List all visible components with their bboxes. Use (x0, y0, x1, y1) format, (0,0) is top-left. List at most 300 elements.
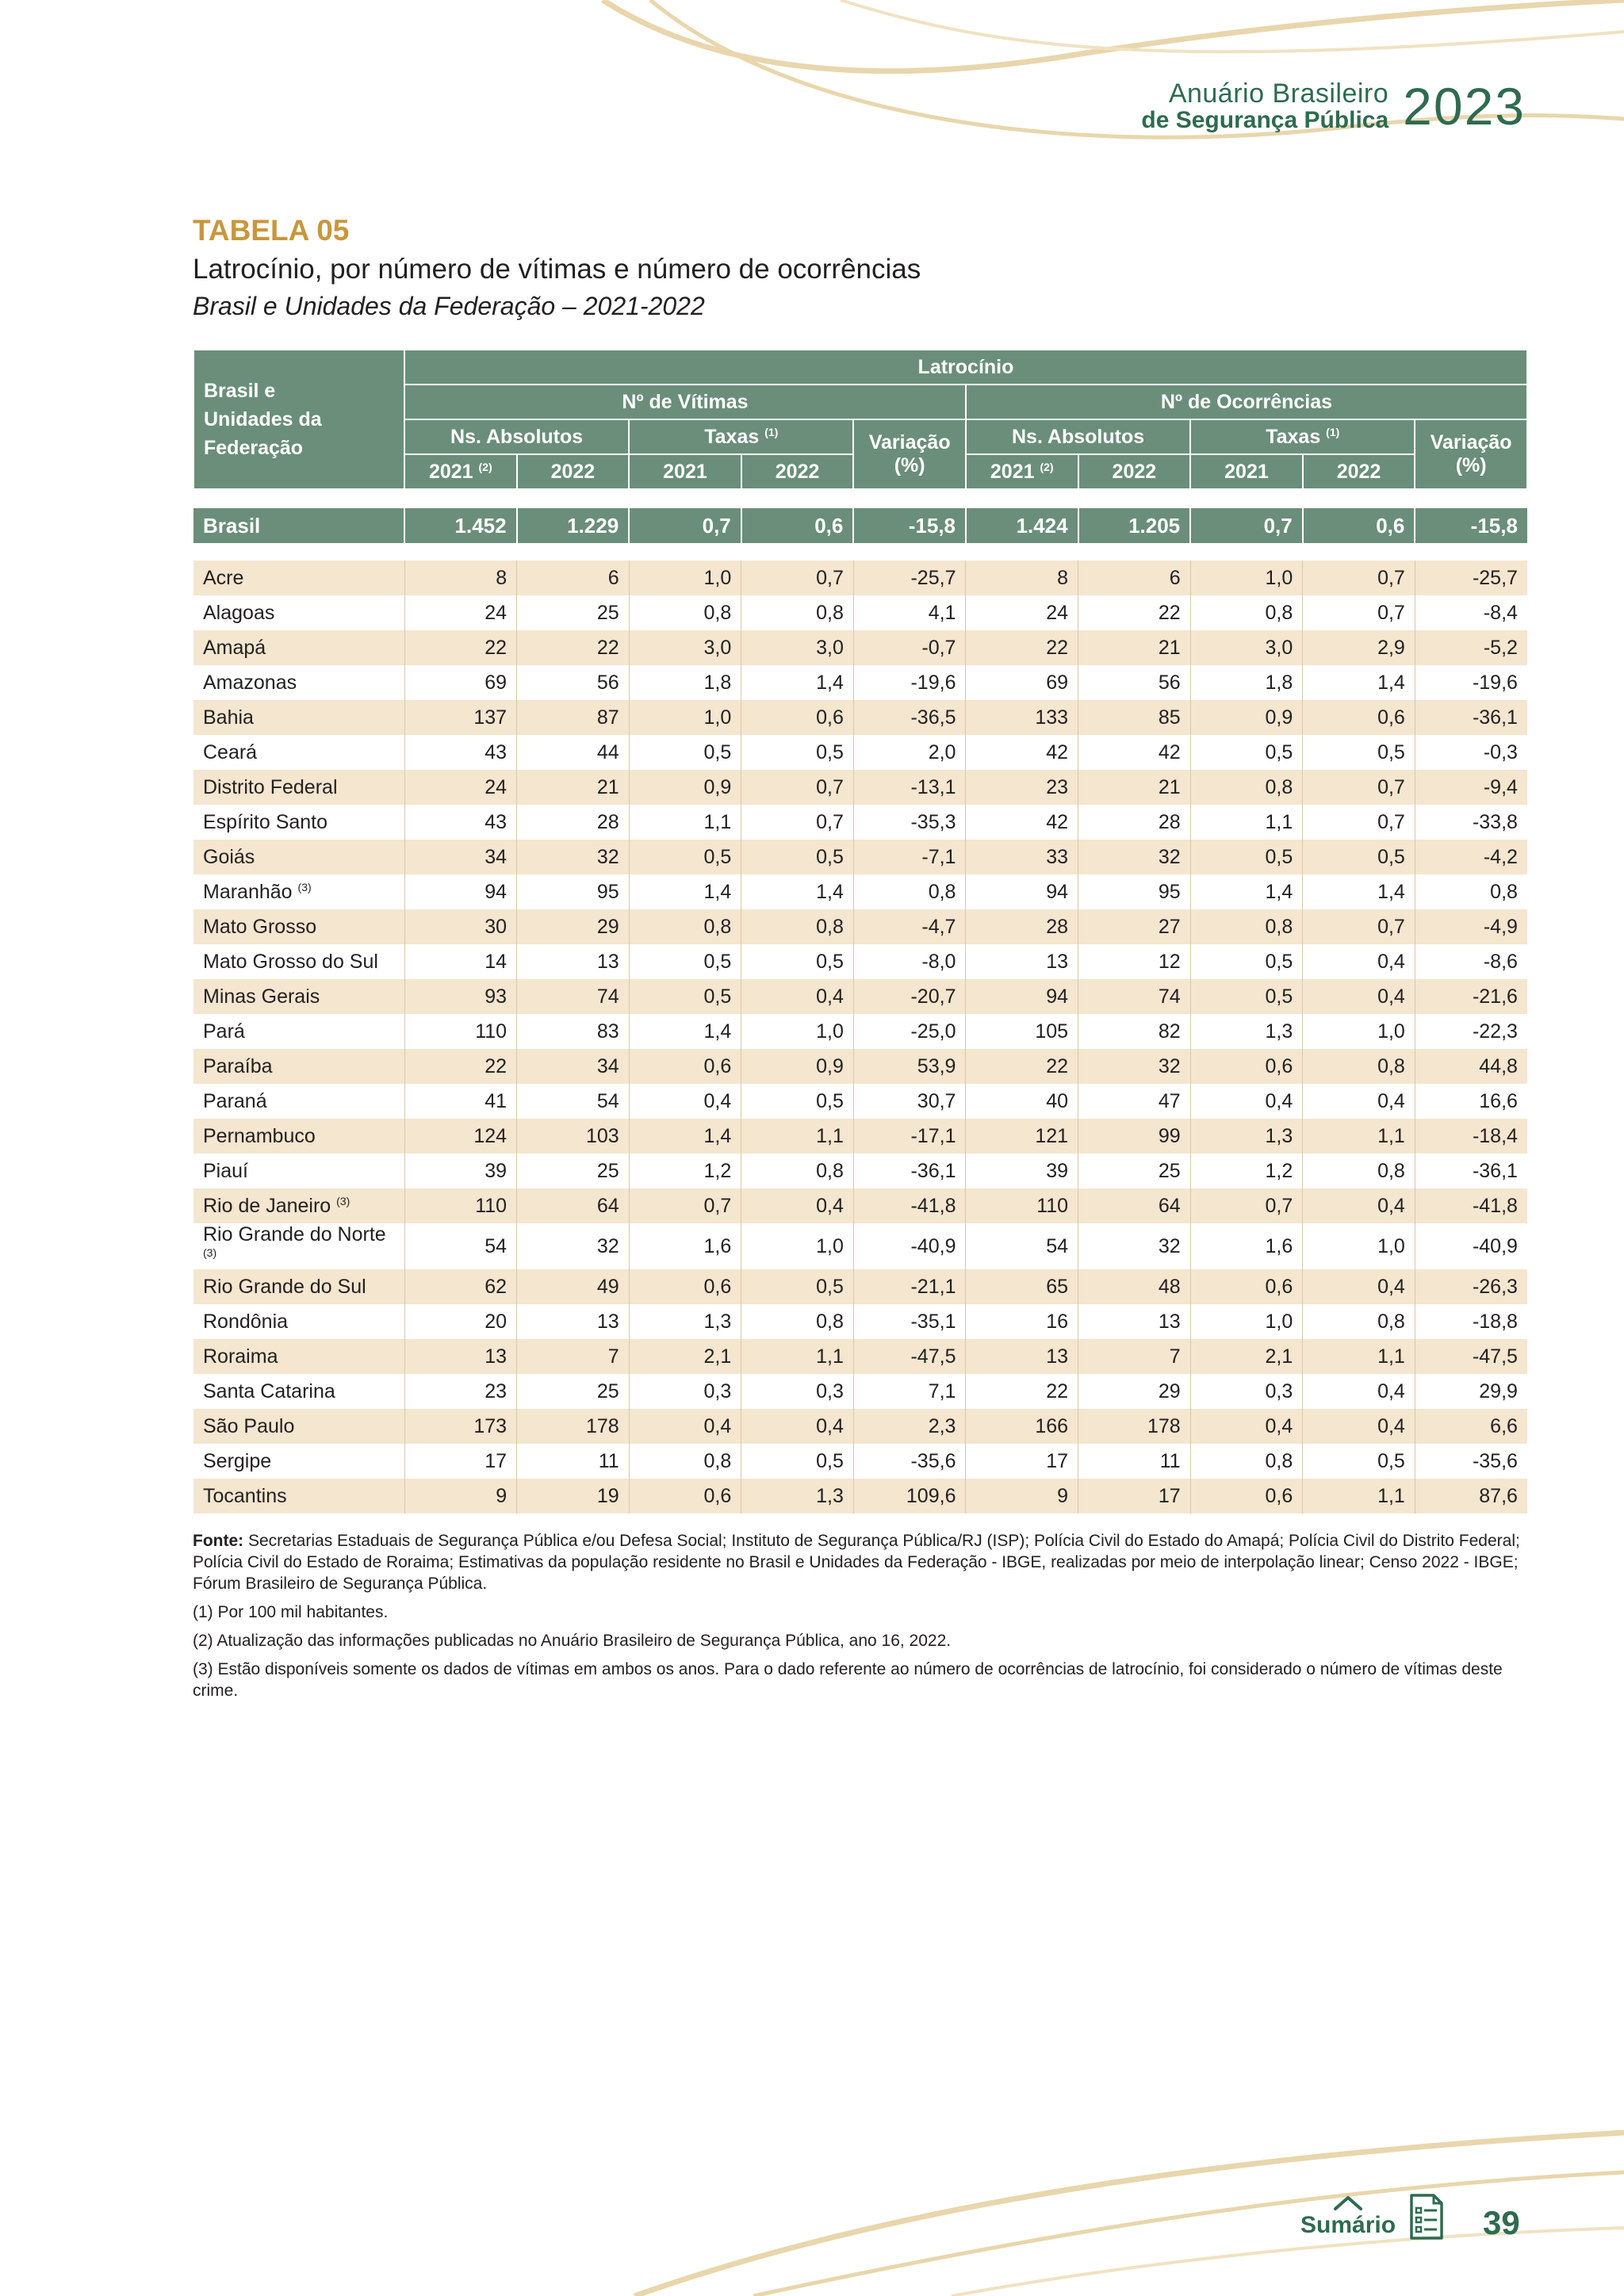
value-cell: 25 (517, 1374, 630, 1409)
value-cell: 22 (966, 1374, 1078, 1409)
vitimas-abs-2021-header (404, 454, 517, 489)
value-cell: 0,8 (1303, 1154, 1415, 1188)
value-cell: 0,7 (629, 1188, 741, 1223)
value-cell: 105 (966, 1014, 1078, 1049)
value-cell: 1,1 (1303, 1339, 1415, 1374)
uf-name-cell (193, 1223, 404, 1269)
value-cell: 0,5 (741, 735, 854, 770)
brasil-value: 1.229 (517, 508, 630, 543)
value-cell: 124 (404, 1119, 517, 1154)
table-row (193, 561, 1527, 595)
table-heading (193, 214, 921, 321)
value-cell: 1,4 (741, 665, 854, 700)
value-cell: 0,4 (741, 1188, 854, 1223)
uf-name-cell (193, 979, 404, 1014)
value-cell: -35,3 (853, 805, 966, 840)
value-cell: 56 (517, 665, 630, 700)
uf-footnote-marker: (3) (297, 880, 312, 894)
uf-name: Roraima (203, 1345, 278, 1368)
value-cell: 0,3 (629, 1374, 741, 1409)
uf-name-cell (193, 735, 404, 770)
value-cell: 4,1 (853, 595, 966, 630)
value-cell: 0,7 (741, 805, 854, 840)
value-cell: 0,5 (741, 1444, 854, 1479)
value-cell: 0,5 (1303, 735, 1415, 770)
value-cell: -8,6 (1415, 944, 1527, 979)
value-cell: 1,0 (1303, 1223, 1415, 1269)
value-cell: 0,4 (1303, 979, 1415, 1014)
value-cell: 0,8 (1415, 874, 1527, 909)
value-cell: -47,5 (1415, 1339, 1527, 1374)
value-cell: 0,8 (1303, 1049, 1415, 1084)
value-cell: 0,8 (629, 909, 741, 944)
value-cell: -35,6 (1415, 1444, 1527, 1479)
value-cell: 34 (517, 1049, 630, 1084)
brasil-value: 1.205 (1078, 508, 1191, 543)
uf-name-cell (193, 1084, 404, 1119)
uf-name: Distrito Federal (203, 775, 338, 798)
uf-name-cell (193, 630, 404, 665)
value-cell: 1,1 (741, 1339, 854, 1374)
value-cell: 0,5 (629, 944, 741, 979)
value-cell: 0,5 (1190, 944, 1303, 979)
brasil-value: 0,6 (1303, 508, 1415, 543)
value-cell: 9 (966, 1479, 1078, 1513)
table-row (193, 1014, 1527, 1049)
value-cell: 0,7 (741, 770, 854, 805)
uf-name: Bahia (203, 706, 254, 729)
table-row (193, 595, 1527, 630)
value-cell: 22 (966, 630, 1078, 665)
uf-header-label: Brasil e Unidades da Federação (204, 380, 322, 459)
value-cell: 87,6 (1415, 1479, 1527, 1513)
value-cell: 0,7 (741, 561, 854, 595)
value-cell: 110 (404, 1188, 517, 1223)
brasil-value: 1.424 (966, 508, 1078, 543)
table-row (193, 944, 1527, 979)
uf-name: Pará (203, 1020, 245, 1043)
value-cell: 1,0 (1190, 561, 1303, 595)
value-cell: 1,2 (1190, 1154, 1303, 1188)
value-cell: -4,2 (1415, 840, 1527, 874)
page-number: 39 (1483, 2204, 1520, 2241)
year-note: (2) (478, 460, 492, 473)
value-cell: 64 (517, 1188, 630, 1223)
brand-line1: Anuário Brasileiro (1168, 78, 1389, 109)
value-cell: 0,8 (741, 595, 854, 630)
uf-column-header (193, 350, 404, 489)
value-cell: 23 (966, 770, 1078, 805)
value-cell: 65 (966, 1269, 1078, 1304)
brasil-value: 0,7 (629, 508, 741, 543)
value-cell: 0,4 (1303, 1269, 1415, 1304)
value-cell: 1,0 (1190, 1304, 1303, 1339)
value-cell: 178 (517, 1409, 630, 1444)
value-cell: 0,5 (1303, 1444, 1415, 1479)
value-cell: 0,8 (629, 1444, 741, 1479)
value-cell: -4,9 (1415, 909, 1527, 944)
value-cell: -26,3 (1415, 1269, 1527, 1304)
value-cell: 24 (966, 595, 1078, 630)
value-cell: 11 (1078, 1444, 1191, 1479)
value-cell: 74 (1078, 979, 1191, 1014)
value-cell: -36,1 (853, 1154, 966, 1188)
uf-name-cell (193, 1154, 404, 1188)
uf-name: Acre (203, 566, 244, 589)
value-cell: 0,6 (741, 700, 854, 735)
value-cell: 28 (1078, 805, 1191, 840)
uf-name-cell (193, 770, 404, 805)
value-cell: 69 (404, 665, 517, 700)
uf-name: Maranhão (203, 880, 293, 903)
taxas-note: (1) (1326, 425, 1340, 438)
vitimas-taxas-header (629, 419, 853, 454)
value-cell: 42 (1078, 735, 1191, 770)
value-cell: 8 (404, 561, 517, 595)
taxas-note: (1) (764, 425, 779, 438)
value-cell: 16,6 (1415, 1084, 1527, 1119)
value-cell: 99 (1078, 1119, 1191, 1154)
value-cell: 1,0 (629, 700, 741, 735)
uf-footnote-marker: (3) (203, 1246, 217, 1259)
uf-name-cell (193, 1479, 404, 1513)
sumario-link[interactable] (1300, 2192, 1446, 2241)
value-cell: 1,1 (1303, 1479, 1415, 1513)
value-cell: 9 (404, 1479, 517, 1513)
value-cell: 13 (517, 944, 630, 979)
value-cell: 25 (517, 595, 630, 630)
value-cell: 0,5 (1190, 735, 1303, 770)
value-cell: 24 (404, 770, 517, 805)
value-cell: 13 (966, 1339, 1078, 1374)
ocorrencias-abs-2021-header (966, 454, 1078, 489)
value-cell: -7,1 (853, 840, 966, 874)
value-cell: 22 (404, 1049, 517, 1084)
table-row (193, 1374, 1527, 1409)
ocorrencias-ns-absolutos-header: Ns. Absolutos (966, 419, 1190, 454)
value-cell: 0,4 (629, 1409, 741, 1444)
footnote-1: (1) Por 100 mil habitantes. (193, 1603, 389, 1621)
uf-name-cell (193, 1339, 404, 1374)
value-cell: 0,6 (1190, 1269, 1303, 1304)
table-row (193, 1084, 1527, 1119)
uf-name: Espírito Santo (203, 810, 328, 833)
uf-name-cell (193, 874, 404, 909)
fonte-note (193, 1530, 1533, 1594)
value-cell: 0,8 (629, 595, 741, 630)
uf-name: Goiás (203, 845, 255, 868)
value-cell: 110 (966, 1188, 1078, 1223)
value-cell: 1,4 (741, 874, 854, 909)
value-cell: 32 (1078, 1049, 1191, 1084)
uf-name-cell (193, 665, 404, 700)
value-cell: -36,1 (1415, 1154, 1527, 1188)
value-cell: 25 (517, 1154, 630, 1188)
value-cell: -40,9 (853, 1223, 966, 1269)
value-cell: 1,8 (1190, 665, 1303, 700)
footnote-2: (2) Atualização das informações publicadas no Anuário Brasileiro de Segurança Pública, ano 16, 2022. (193, 1632, 952, 1650)
sumario-block[interactable] (1300, 2195, 1396, 2239)
uf-name-cell (193, 1304, 404, 1339)
value-cell: 24 (404, 595, 517, 630)
table-row (193, 1223, 1527, 1269)
value-cell: 0,7 (1303, 805, 1415, 840)
value-cell: 2,9 (1303, 630, 1415, 665)
uf-name-cell (193, 1119, 404, 1154)
value-cell: 93 (404, 979, 517, 1014)
uf-name: Rio de Janeiro (203, 1194, 331, 1217)
value-cell: 178 (1078, 1409, 1191, 1444)
value-cell: 0,4 (741, 979, 854, 1014)
brand-text (1141, 80, 1388, 132)
value-cell: 0,4 (629, 1084, 741, 1119)
value-cell: 22 (517, 630, 630, 665)
value-cell: 0,8 (1190, 909, 1303, 944)
value-cell: 74 (517, 979, 630, 1014)
vitimas-abs-2022-header: 2022 (517, 454, 630, 489)
value-cell: 1,0 (629, 561, 741, 595)
value-cell: 2,1 (629, 1339, 741, 1374)
value-cell: 0,8 (741, 1154, 854, 1188)
value-cell: 0,5 (1190, 840, 1303, 874)
value-cell: 0,5 (629, 735, 741, 770)
value-cell: 0,8 (1303, 1304, 1415, 1339)
value-cell: 137 (404, 700, 517, 735)
value-cell: 0,5 (1190, 979, 1303, 1014)
value-cell: -47,5 (853, 1339, 966, 1374)
vitimas-ns-absolutos-header: Ns. Absolutos (404, 419, 629, 454)
value-cell: 7 (517, 1339, 630, 1374)
value-cell: 29 (1078, 1374, 1191, 1409)
value-cell: 0,9 (629, 770, 741, 805)
year-label: 2021 (428, 460, 473, 483)
value-cell: -41,8 (1415, 1188, 1527, 1223)
ocorrencias-taxa-2021-header: 2021 (1190, 454, 1303, 489)
value-cell: 29,9 (1415, 1374, 1527, 1409)
value-cell: -36,5 (853, 700, 966, 735)
ocorrencias-taxa-2022-header: 2022 (1303, 454, 1415, 489)
value-cell: 22 (966, 1049, 1078, 1084)
value-cell: 0,5 (741, 944, 854, 979)
uf-name: Paraíba (203, 1054, 273, 1077)
value-cell: 7 (1078, 1339, 1191, 1374)
value-cell: 41 (404, 1084, 517, 1119)
value-cell: 0,6 (1190, 1479, 1303, 1513)
value-cell: 0,6 (629, 1479, 741, 1513)
value-cell: -41,8 (853, 1188, 966, 1223)
value-cell: -9,4 (1415, 770, 1527, 805)
value-cell: 30,7 (853, 1084, 966, 1119)
value-cell: 0,4 (1190, 1409, 1303, 1444)
value-cell: 133 (966, 700, 1078, 735)
table-row (193, 1188, 1527, 1223)
uf-name-cell (193, 1269, 404, 1304)
value-cell: 13 (966, 944, 1078, 979)
value-cell: 22 (404, 630, 517, 665)
fonte-label: Fonte: (193, 1532, 244, 1550)
table-row (193, 770, 1527, 805)
value-cell: 20 (404, 1304, 517, 1339)
latrocinio-table (193, 349, 1528, 1513)
uf-name-cell (193, 1049, 404, 1084)
value-cell: 17 (966, 1444, 1078, 1479)
uf-name: Tocantins (203, 1484, 287, 1507)
value-cell: -21,1 (853, 1269, 966, 1304)
value-cell: 0,4 (1303, 1374, 1415, 1409)
value-cell: 121 (966, 1119, 1078, 1154)
value-cell: 1,4 (629, 874, 741, 909)
uf-name: Amazonas (203, 671, 297, 694)
table-label: TABELA 05 (193, 214, 350, 247)
value-cell: 0,4 (1303, 1188, 1415, 1223)
value-cell: 42 (966, 805, 1078, 840)
value-cell: 1,2 (629, 1154, 741, 1188)
value-cell: 69 (966, 665, 1078, 700)
uf-name: Piauí (203, 1159, 248, 1182)
uf-name: Rio Grande do Norte (203, 1223, 386, 1246)
value-cell: -40,9 (1415, 1223, 1527, 1269)
value-cell: 1,1 (1190, 805, 1303, 840)
uf-name: Paraná (203, 1089, 267, 1112)
value-cell: 14 (404, 944, 517, 979)
uf-name: Alagoas (203, 601, 275, 624)
value-cell: 6 (1078, 561, 1191, 595)
value-cell: 13 (517, 1304, 630, 1339)
fonte-text: Secretarias Estaduais de Segurança Pública e/ou Defesa Social; Instituto de Segurança Pública/RJ (ISP); Polícia Civil do Estado do Amapá; Polícia Civil do Distrito Federal; Polícia Civil do Estado de Roraima; Estimativas da população residente no Brasil e Unidades da Federação - IBGE, realizadas por meio de interpolação linear; Censo 2022 - IBGE; Fórum Brasileiro de Segurança Pública. (193, 1532, 1520, 1593)
value-cell: 173 (404, 1409, 517, 1444)
value-cell: 56 (1078, 665, 1191, 700)
value-cell: 21 (1078, 770, 1191, 805)
uf-name: Pernambuco (203, 1124, 316, 1147)
value-cell: 48 (1078, 1269, 1191, 1304)
table-row (193, 1304, 1527, 1339)
value-cell: 39 (966, 1154, 1078, 1188)
value-cell: 1,6 (1190, 1223, 1303, 1269)
uf-name-cell (193, 561, 404, 595)
value-cell: 17 (404, 1444, 517, 1479)
value-cell: 0,9 (741, 1049, 854, 1084)
table-notes (193, 1530, 1533, 1709)
value-cell: 0,5 (629, 979, 741, 1014)
value-cell: 44,8 (1415, 1049, 1527, 1084)
value-cell: -25,7 (1415, 561, 1527, 595)
vitimas-taxa-2021-header: 2021 (629, 454, 741, 489)
publication-brand (1141, 76, 1526, 136)
document-list-icon (1407, 2192, 1446, 2241)
value-cell: 0,6 (1190, 1049, 1303, 1084)
table-row (193, 874, 1527, 909)
table-row (193, 665, 1527, 700)
value-cell: 47 (1078, 1084, 1191, 1119)
chevron-up-icon (1332, 2195, 1364, 2212)
value-cell: 1,3 (1190, 1119, 1303, 1154)
table-subtitle: Brasil e Unidades da Federação – 2021-2022 (193, 292, 705, 320)
value-cell: 0,3 (741, 1374, 854, 1409)
uf-name-cell (193, 700, 404, 735)
uf-name-cell (193, 1188, 404, 1223)
year-note: (2) (1040, 460, 1054, 473)
value-cell: 19 (517, 1479, 630, 1513)
value-cell: 32 (517, 1223, 630, 1269)
value-cell: 82 (1078, 1014, 1191, 1049)
value-cell: -36,1 (1415, 700, 1527, 735)
table-row (193, 909, 1527, 944)
value-cell: 0,5 (741, 1084, 854, 1119)
value-cell: -35,1 (853, 1304, 966, 1339)
value-cell: 16 (966, 1304, 1078, 1339)
value-cell: 109,6 (853, 1479, 966, 1513)
brand-year: 2023 (1403, 77, 1526, 136)
value-cell: -0,7 (853, 630, 966, 665)
uf-name-cell (193, 840, 404, 874)
brasil-value: -15,8 (1415, 508, 1527, 543)
brasil-row (193, 508, 1527, 543)
value-cell: -0,3 (1415, 735, 1527, 770)
value-cell: -22,3 (1415, 1014, 1527, 1049)
year-label: 2021 (990, 460, 1035, 483)
value-cell: 43 (404, 735, 517, 770)
value-cell: -4,7 (853, 909, 966, 944)
value-cell: 0,6 (1303, 700, 1415, 735)
value-cell: -18,8 (1415, 1304, 1527, 1339)
value-cell: 0,7 (1303, 595, 1415, 630)
table-row (193, 1119, 1527, 1154)
value-cell: 32 (1078, 1223, 1191, 1269)
value-cell: 3,0 (741, 630, 854, 665)
value-cell: 3,0 (1190, 630, 1303, 665)
uf-footnote-marker: (3) (336, 1194, 350, 1207)
value-cell: 43 (404, 805, 517, 840)
value-cell: 94 (966, 874, 1078, 909)
value-cell: -8,4 (1415, 595, 1527, 630)
value-cell: 30 (404, 909, 517, 944)
value-cell: 32 (517, 840, 630, 874)
uf-name: Minas Gerais (203, 985, 320, 1008)
value-cell: -19,6 (1415, 665, 1527, 700)
value-cell: 53,9 (853, 1049, 966, 1084)
value-cell: 6 (517, 561, 630, 595)
vitimas-variacao-header (853, 419, 966, 489)
value-cell: 1,0 (1303, 1014, 1415, 1049)
value-cell: 1,4 (1303, 665, 1415, 700)
value-cell: 44 (517, 735, 630, 770)
value-cell: 83 (517, 1014, 630, 1049)
value-cell: 0,5 (741, 1269, 854, 1304)
value-cell: 11 (517, 1444, 630, 1479)
brand-line2: de Segurança Pública (1141, 107, 1389, 133)
value-cell: 7,1 (853, 1374, 966, 1409)
value-cell: -35,6 (853, 1444, 966, 1479)
value-cell: 0,4 (1303, 1409, 1415, 1444)
table-row (193, 735, 1527, 770)
value-cell: 85 (1078, 700, 1191, 735)
vitimas-group-header: Nº de Vítimas (404, 385, 966, 419)
value-cell: 54 (966, 1223, 1078, 1269)
value-cell: 0,4 (1190, 1084, 1303, 1119)
brasil-value: -15,8 (853, 508, 966, 543)
value-cell: 1,3 (629, 1304, 741, 1339)
value-cell: 1,6 (629, 1223, 741, 1269)
value-cell: 0,8 (1190, 770, 1303, 805)
value-cell: 94 (404, 874, 517, 909)
table-row (193, 1409, 1527, 1444)
value-cell: 0,7 (1303, 909, 1415, 944)
uf-name-cell (193, 1444, 404, 1479)
brasil-value: 0,6 (741, 508, 854, 543)
value-cell: 32 (1078, 840, 1191, 874)
value-cell: 42 (966, 735, 1078, 770)
value-cell: 2,0 (853, 735, 966, 770)
